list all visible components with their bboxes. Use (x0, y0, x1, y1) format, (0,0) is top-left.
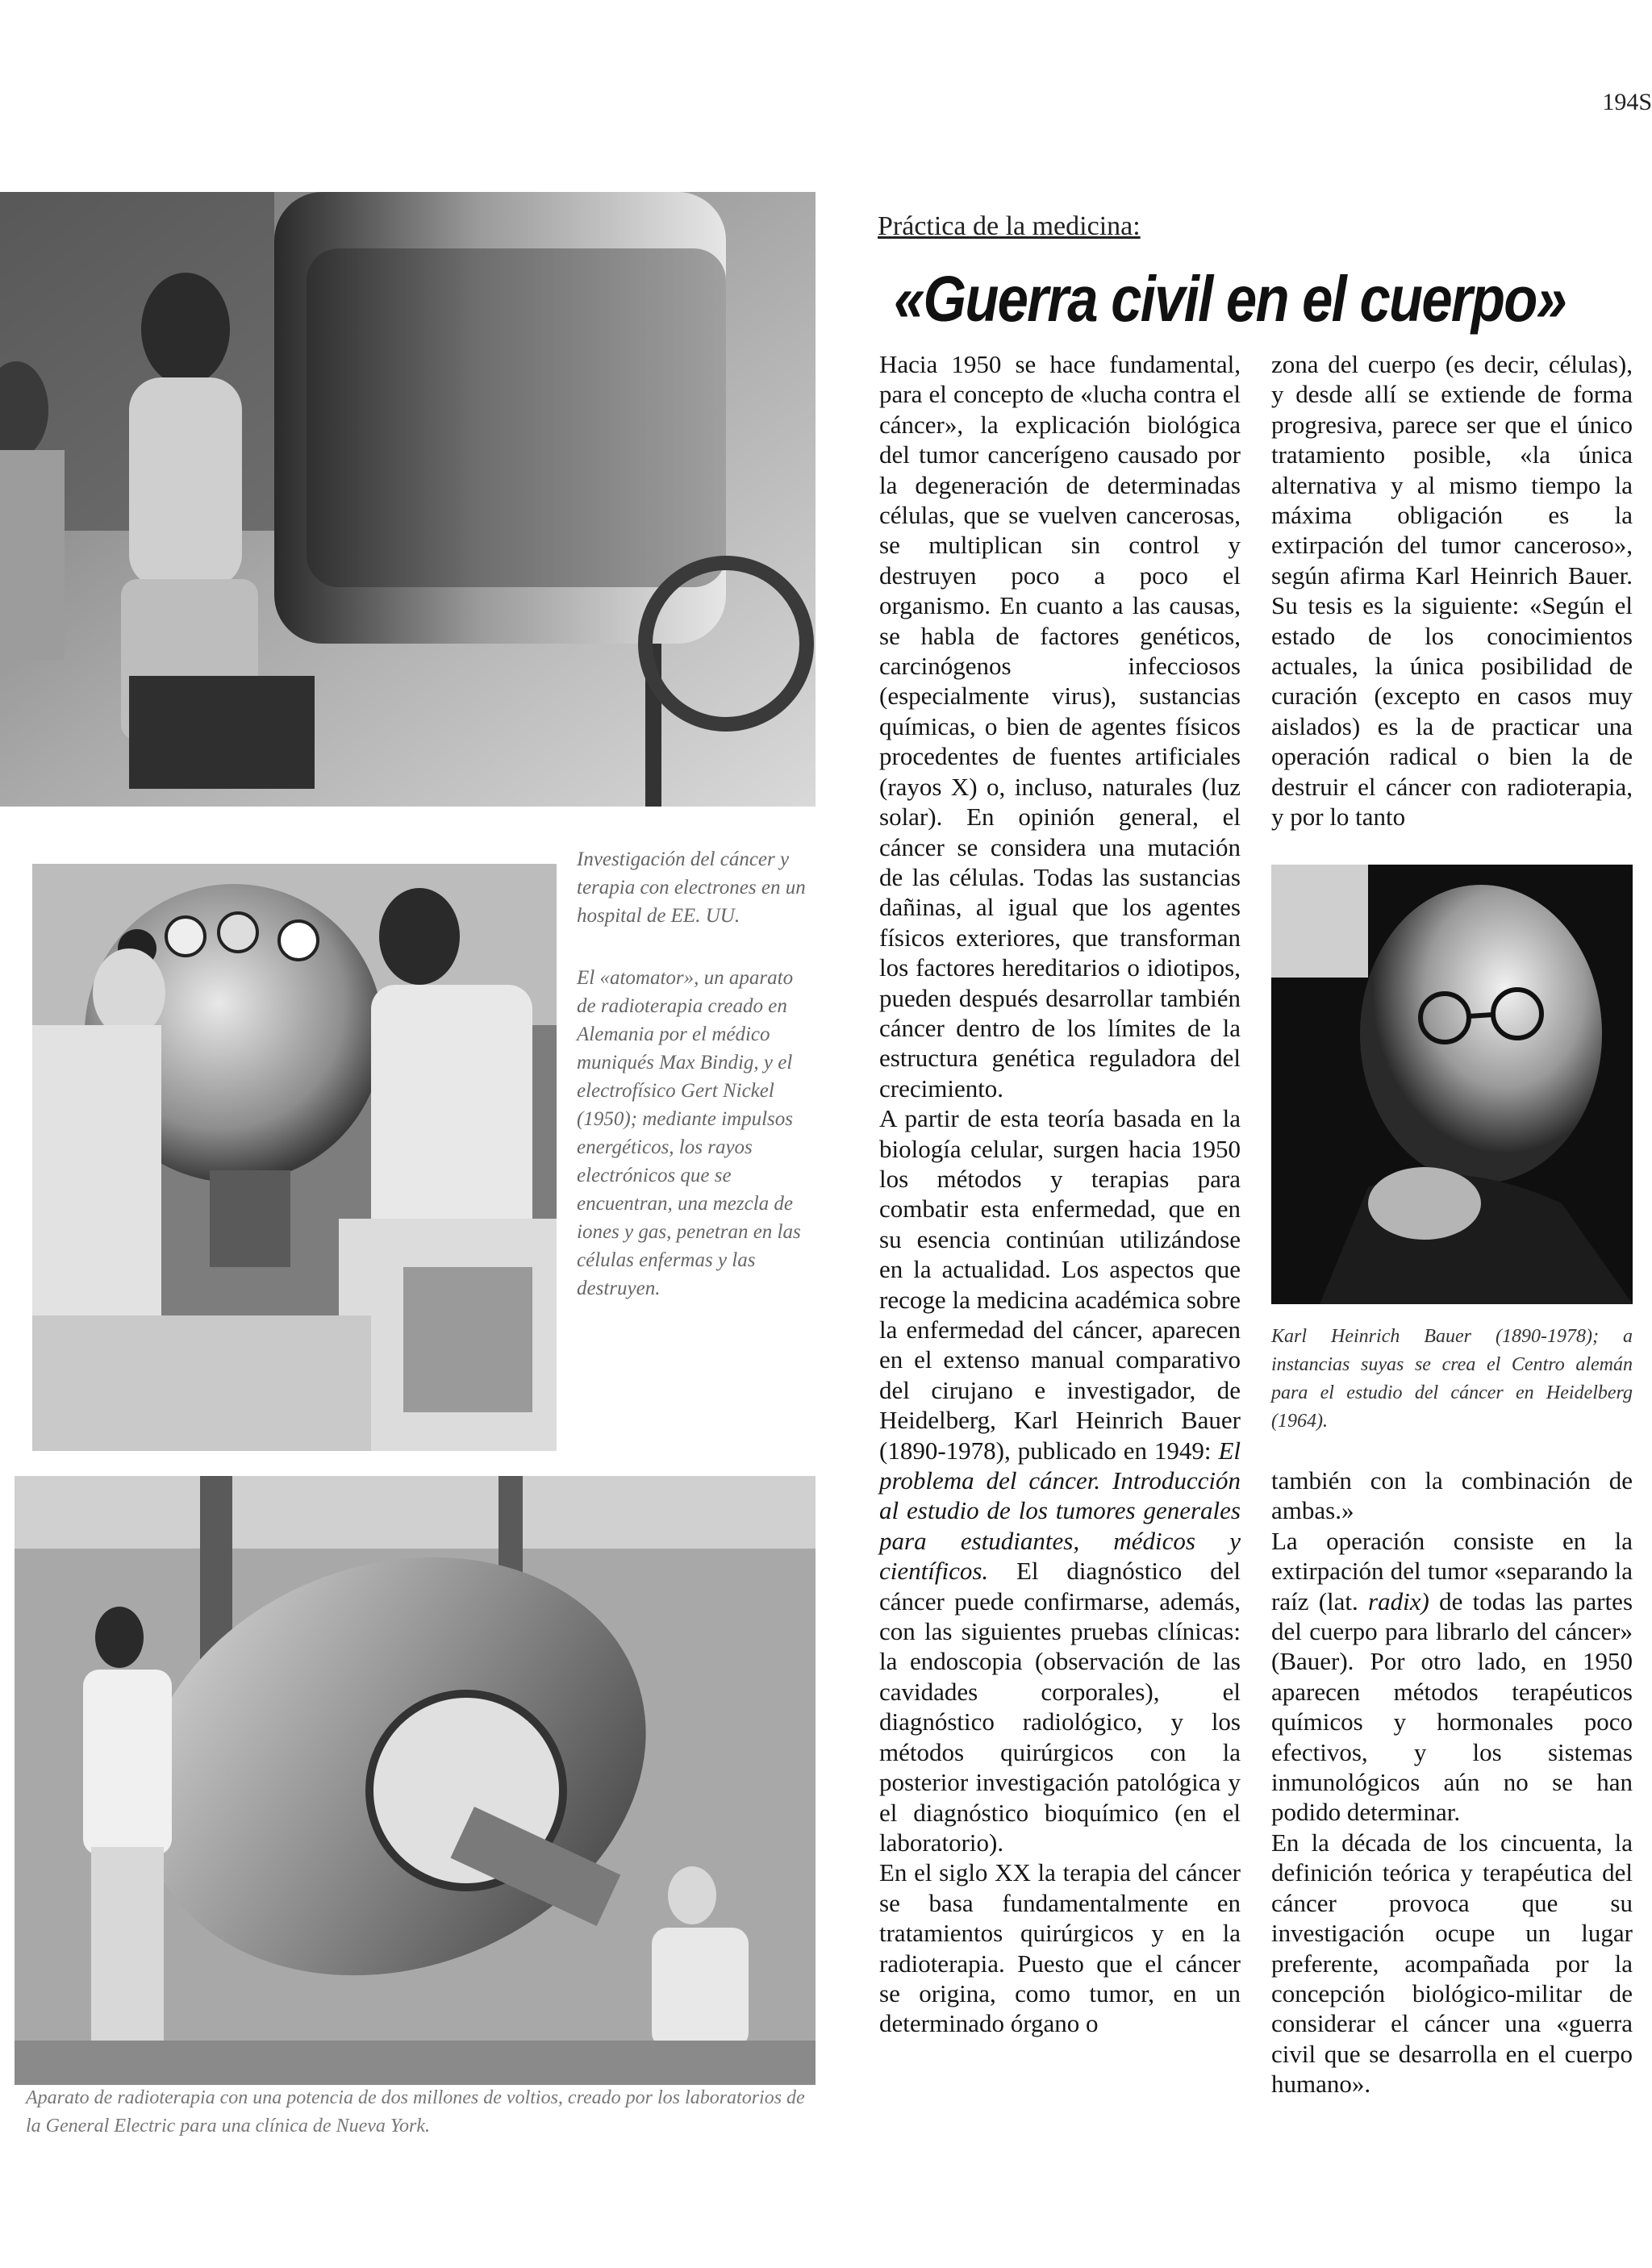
caption-atomator-text: El «atomator», un aparato de radioterapia creado en Alemania por el médico muniqués Max Bindig, y el electrofísico Gert Nickel (1950); mediante impulsos energéticos, los rayos electrónicos que se encuentran, una mezcla de iones y gas, penetran en las células enfermas y las destruyen. (577, 967, 801, 1299)
paragraph: En el siglo XX la terapia del cáncer se basa fundamentalmente en tratamientos quirúrgicos y en la radioterapia. Puesto que el cáncer se origina, como tumor, en un determinado órgano o (879, 1858, 1241, 2038)
photo-ge-radiotherapy (15, 1476, 816, 2085)
paragraph (1271, 1526, 1633, 1828)
paragraph: zona del cuerpo (es decir, células), y desde allí se extiende de forma progresiva, parece ser que el único tratamiento posible, «la única alternativa y al mismo tiempo la máxima obligación es la extirpación del tumor canceroso», según afirma Karl Heinrich Bauer. Su tesis es la siguiente: «Según el estado de los conocimientos actuales, la única posibilidad de curación (excepto en casos muy aislados) es la de practicar una operación radical o bien la de destruir el cáncer con radioterapia, y por lo tanto (1271, 350, 1633, 832)
paragraph-text: A partir de esta teoría basada en la biología celular, surgen hacia 1950 los métodos y terapias para combatir esta enfermedad, que en su esencia continúan utilizándose en la actualidad. Los aspectos que recoge la medicina académica sobre la enfermedad del cáncer, aparecen en el extenso manual comparativo del cirujano e investigador, de Heidelberg, Karl Heinrich Bauer (1890-1978), publicado en 1949: (879, 1104, 1241, 1465)
paragraph-text: de todas las partes del cuerpo para librarlo del cáncer» (Bauer). Por otro lado, en 1950 aparecen métodos terapéuticos químicos y hormonales poco efectivos, y los sistemas inmunológicos aún no se han podido determinar. (1271, 1586, 1633, 1827)
caption-bauer: Karl Heinrich Bauer (1890-1978); a instancias suyas se crea el Centro alemán para el estudio del cáncer en Heidelberg (1964). (1271, 1326, 1633, 1432)
article-column-2-top (1271, 349, 1633, 832)
paragraph: En la década de los cincuenta, la definición teórica y terapéutica del cáncer provoca que su investigación ocupe un lugar preferente, acompañada por la concepción biológico-militar de considerar el cáncer una «guerra civil que se desarrolla en el cuerpo humano». (1271, 1828, 1633, 2099)
paragraph-text: El diagnóstico del cáncer puede confirmarse, además, con las siguientes pruebas clínicas: la endoscopia (observación de las cavidades corporales), el diagnóstico radiológico, y los métodos quirúrgicos con la posterior investigación patológica y el diagnóstico bioquímico (en el laboratorio). (879, 1557, 1241, 1857)
caption-research-text: Investigación del cáncer y terapia con electrones en un hospital de EE. UU. (577, 848, 806, 927)
paragraph (879, 1103, 1241, 1857)
caption-research (577, 845, 811, 1303)
section-label: Práctica de la medicina: (878, 211, 1141, 241)
paragraph: Hacia 1950 se hace fundamental, para el concepto de «lucha contra el cáncer», la explicación biológica del tumor cancerígeno causado por la degeneración de determinadas células, que se vuelven cancerosas, se multiplican sin control y destruyen poco a poco el organismo. En cuanto a las causas, se habla de factores genéticos, carcinógenos infecciosos (especialmente virus), sustancias químicas, o bien de agentes físicos procedentes de fuentes artificiales (rayos X) o, incluso, naturales (luz solar). En opinión general, el cáncer se considera una mutación de las células. Todas las sustancias dañinas, al igual que los agentes físicos exteriores, que transforman los factores hereditarios o idiotipos, pueden después desarrollar también cáncer dentro de los límites de la estructura genética reguladora del crecimiento. (879, 350, 1241, 1103)
book-title: El problema del cáncer. Introducción al estudio de los tumores generales para estudiantes, médicos y científicos. (879, 1436, 1241, 1586)
photo-patient-radiotherapy (0, 192, 816, 807)
paragraph: también con la combinación de ambas.» (1271, 1466, 1633, 1525)
article-title: «Guerra civil en el cuerpo» (894, 263, 1566, 335)
paragraph-text: La operación consiste en la extirpación del tumor «separando la raíz (lat. (1271, 1526, 1633, 1616)
caption-bottom: Aparato de radioterapia con una potencia de dos millones de voltios, creado por los laboratorios de la General Electric para una clínica de Nueva York. (26, 2087, 805, 2137)
photo-atomator (32, 864, 557, 1451)
article-column-2-bottom (1271, 1465, 1633, 2099)
article-column-1 (879, 349, 1241, 2039)
latin-term: radix) (1368, 1586, 1429, 1616)
page-number: 194S (1602, 89, 1652, 115)
photo-karl-heinrich-bauer (1271, 865, 1633, 1304)
